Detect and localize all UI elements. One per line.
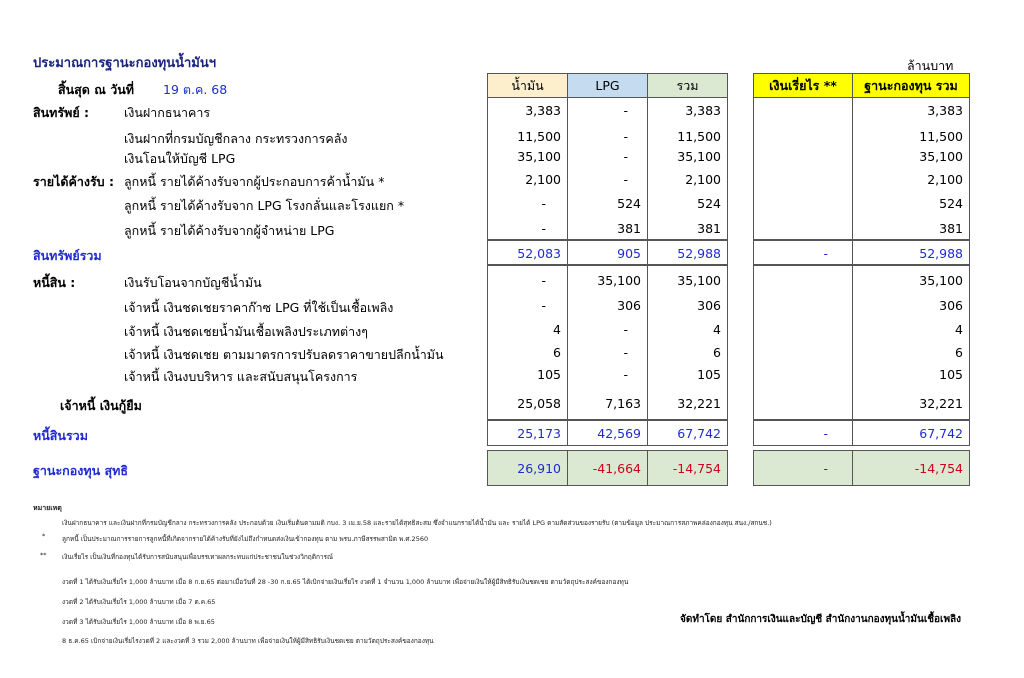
cell-fund: 4 xyxy=(955,322,963,337)
cell-oil: - xyxy=(541,196,546,211)
note-line: เงินเรี่ยไร เป็นเงินที่กองทุนได้รับการสนับสนุนเพื่อบรรเทาผลกระทบแก่ประชาชนในช่วงวิกฤติการณ์ xyxy=(62,553,334,561)
cell-total: 6 xyxy=(713,345,721,360)
cell-oil: 6 xyxy=(553,345,561,360)
cell-lpg: - xyxy=(623,322,628,337)
cell-fund: -14,754 xyxy=(914,461,963,476)
cell-total: 381 xyxy=(697,221,721,236)
row-label: เงินฝากธนาคาร xyxy=(124,105,211,120)
cell-oil: 25,173 xyxy=(517,426,561,441)
cell-oil: 11,500 xyxy=(517,129,561,144)
section-liabilities: หนี้สิน : xyxy=(33,275,76,290)
cell-total: 32,221 xyxy=(677,396,721,411)
cell-reserve: - xyxy=(823,461,828,476)
cell-fund: 52,988 xyxy=(919,246,963,261)
note-line: งวดที่ 2 ได้รับเงินเรี่ยไร 1,000 ล้านบาท เมื่อ 7 ต.ค.65 xyxy=(62,598,216,606)
notes-heading: หมายเหตุ xyxy=(33,504,62,512)
row-label: เจ้าหนี้ เงินชดเชยน้ำมันเชื้อเพลิงประเภทต่างๆ xyxy=(124,324,368,339)
column-header-fund-total: ฐานะกองทุน รวม xyxy=(852,73,970,98)
cell-lpg: - xyxy=(623,149,628,164)
cell-lpg: 7,163 xyxy=(605,396,641,411)
section-total-assets: สินทรัพย์รวม xyxy=(33,248,102,263)
cell-oil: - xyxy=(541,298,546,313)
cell-fund: 32,221 xyxy=(919,396,963,411)
row-label: เจ้าหนี้ เงินชดเชยราคาก๊าซ LPG ที่ใช้เป็นเชื้อเพลิง xyxy=(124,300,394,315)
column-header-reserve: เงินเรี่ยไร ** xyxy=(753,73,853,98)
cell-fund: 35,100 xyxy=(919,149,963,164)
cell-oil: 4 xyxy=(553,322,561,337)
cell-oil: 52,083 xyxy=(517,246,561,261)
column-header-lpg: LPG xyxy=(567,73,648,98)
cell-total: 4 xyxy=(713,322,721,337)
cell-fund: 381 xyxy=(939,221,963,236)
cell-fund: 3,383 xyxy=(927,103,963,118)
cell-total: 35,100 xyxy=(677,273,721,288)
cell-lpg: 42,569 xyxy=(597,426,641,441)
cell-lpg: 381 xyxy=(617,221,641,236)
cell-total: 67,742 xyxy=(677,426,721,441)
row-label: เจ้าหนี้ เงินงบบริหาร และสนับสนุนโครงการ xyxy=(124,369,358,384)
row-label: เงินโอนให้บัญชี LPG xyxy=(124,151,236,166)
note-mark: ** xyxy=(40,551,47,559)
row-label: ลูกหนี้ รายได้ค้างรับจาก LPG โรงกลั่นและโรงแยก * xyxy=(124,198,405,213)
cell-oil: 35,100 xyxy=(517,149,561,164)
assets-frame-right xyxy=(753,97,970,240)
note-line: 8 ธ.ค.65 เบิกจ่ายเงินเรี่ยไรงวดที่ 2 และงวดที่ 3 รวม 2,000 ล้านบาท เพื่อจ่ายเงินให้ผู้มีสิทธิรับเงินชดเชย ตามวัตถุประสงค์ของกองทุน xyxy=(62,637,434,645)
cell-total: 306 xyxy=(697,298,721,313)
cell-total: 105 xyxy=(697,367,721,382)
as-of-date: 19 ต.ค. 68 xyxy=(163,82,228,97)
column-header-oil: น้ำมัน xyxy=(487,73,568,98)
divider xyxy=(567,450,568,486)
cell-oil: 105 xyxy=(537,367,561,382)
cell-lpg: - xyxy=(623,129,628,144)
cell-reserve: - xyxy=(823,246,828,261)
cell-oil: - xyxy=(541,273,546,288)
note-line: เงินฝากธนาคาร และเงินฝากที่กรมบัญชีกลาง กระทรวงการคลัง ประกอบด้วย เงินเริ่มต้นตามมติ กบง. 3 เม.ย.58 และรายได้สุทธิสะสม ซึ่งจำแนกรายได้น้ำมัน และ รายได้ LPG ตามสัดส่วนของรายรับ (ตามข้อมูล ประมาณการสภาพคล่องกองทุน สนง./สกนช.) xyxy=(62,519,772,527)
assets-frame-left xyxy=(487,97,728,240)
cell-lpg: - xyxy=(623,103,628,118)
row-label: เงินฝากที่กรมบัญชีกลาง กระทรวงการคลัง xyxy=(124,131,348,146)
section-total-liabilities: หนี้สินรวม xyxy=(33,428,88,443)
cell-fund: 105 xyxy=(939,367,963,382)
cell-total: 35,100 xyxy=(677,149,721,164)
note-line: งวดที่ 1 ได้รับเงินเรี่ยไร 1,000 ล้านบาท เมื่อ 8 ก.ย.65 ต่อมาเมื่อวันที่ 28 -30 ก.ย.65 ได้เบิกจ่ายเงินเรี่ยไร งวดที่ 1 จำนวน 1,000 ล้านบาท เพื่อจ่ายเงินให้ผู้มีสิทธิรับเงินชดเชย ตามวัตถุประสงค์ของกองทุน xyxy=(62,578,629,586)
cell-lpg: - xyxy=(623,172,628,187)
row-label: เงินรับโอนจากบัญชีน้ำมัน xyxy=(124,275,262,290)
cell-total: 11,500 xyxy=(677,129,721,144)
cell-lpg: 905 xyxy=(617,246,641,261)
cell-total: 2,100 xyxy=(685,172,721,187)
divider xyxy=(647,450,648,486)
cell-lpg: 306 xyxy=(617,298,641,313)
cell-lpg: 35,100 xyxy=(597,273,641,288)
note-line: ลูกหนี้ เป็นประมาณการรายการลูกหนี้ที่เกิดจากรายได้ค้างรับที่ยังไม่ถึงกำหนดส่งเงินเข้ากองทุน ตาม พรบ.ภาษีสรรพสามิต พ.ศ.2560 xyxy=(62,535,429,543)
cell-total: 524 xyxy=(697,196,721,211)
divider xyxy=(852,97,853,446)
cell-fund: 35,100 xyxy=(919,273,963,288)
divider xyxy=(852,450,853,486)
cell-lpg: 524 xyxy=(617,196,641,211)
cell-total: 52,988 xyxy=(677,246,721,261)
cell-lpg: - xyxy=(623,367,628,382)
cell-total: 3,383 xyxy=(685,103,721,118)
cell-fund: 11,500 xyxy=(919,129,963,144)
section-net: ฐานะกองทุน สุทธิ xyxy=(33,463,128,478)
row-label: ลูกหนี้ รายได้ค้างรับจากผู้ประกอบการค้าน้ำมัน * xyxy=(124,174,385,189)
cell-oil: - xyxy=(541,221,546,236)
cell-oil: 26,910 xyxy=(517,461,561,476)
unit-label: ล้านบาท xyxy=(907,58,954,73)
cell-oil: 2,100 xyxy=(525,172,561,187)
section-assets: สินทรัพย์ : xyxy=(33,105,90,120)
cell-fund: 67,742 xyxy=(919,426,963,441)
as-of-label: สิ้นสุด ณ วันที่ xyxy=(58,82,135,97)
cell-total: -14,754 xyxy=(672,461,721,476)
cell-fund: 524 xyxy=(939,196,963,211)
note-line: งวดที่ 3 ได้รับเงินเรี่ยไร 1,000 ล้านบาท เมื่อ 8 พ.ย.65 xyxy=(62,618,215,626)
note-mark: * xyxy=(42,532,46,540)
row-label: ลูกหนี้ รายได้ค้างรับจากผู้จำหน่าย LPG xyxy=(124,223,335,238)
row-label: เจ้าหนี้ เงินชดเชย ตามมาตรการปรับลดราคาขายปลีกน้ำมัน xyxy=(124,347,444,362)
section-loan: เจ้าหนี้ เงินกู้ยืม xyxy=(60,398,142,413)
cell-oil: 25,058 xyxy=(517,396,561,411)
cell-fund: 6 xyxy=(955,345,963,360)
divider xyxy=(567,97,568,446)
cell-fund: 306 xyxy=(939,298,963,313)
cell-fund: 2,100 xyxy=(927,172,963,187)
cell-oil: 3,383 xyxy=(525,103,561,118)
cell-lpg: - xyxy=(623,345,628,360)
prepared-by: จัดทำโดย สำนักการเงินและบัญชี สำนักงานกองทุนน้ำมันเชื้อเพลิง xyxy=(680,614,962,625)
column-header-total: รวม xyxy=(647,73,728,98)
cell-lpg: -41,664 xyxy=(592,461,641,476)
cell-reserve: - xyxy=(823,426,828,441)
section-receivables: รายได้ค้างรับ : xyxy=(33,174,114,189)
divider xyxy=(647,97,648,446)
page-title: ประมาณการฐานะกองทุนน้ำมันฯ xyxy=(33,56,217,71)
